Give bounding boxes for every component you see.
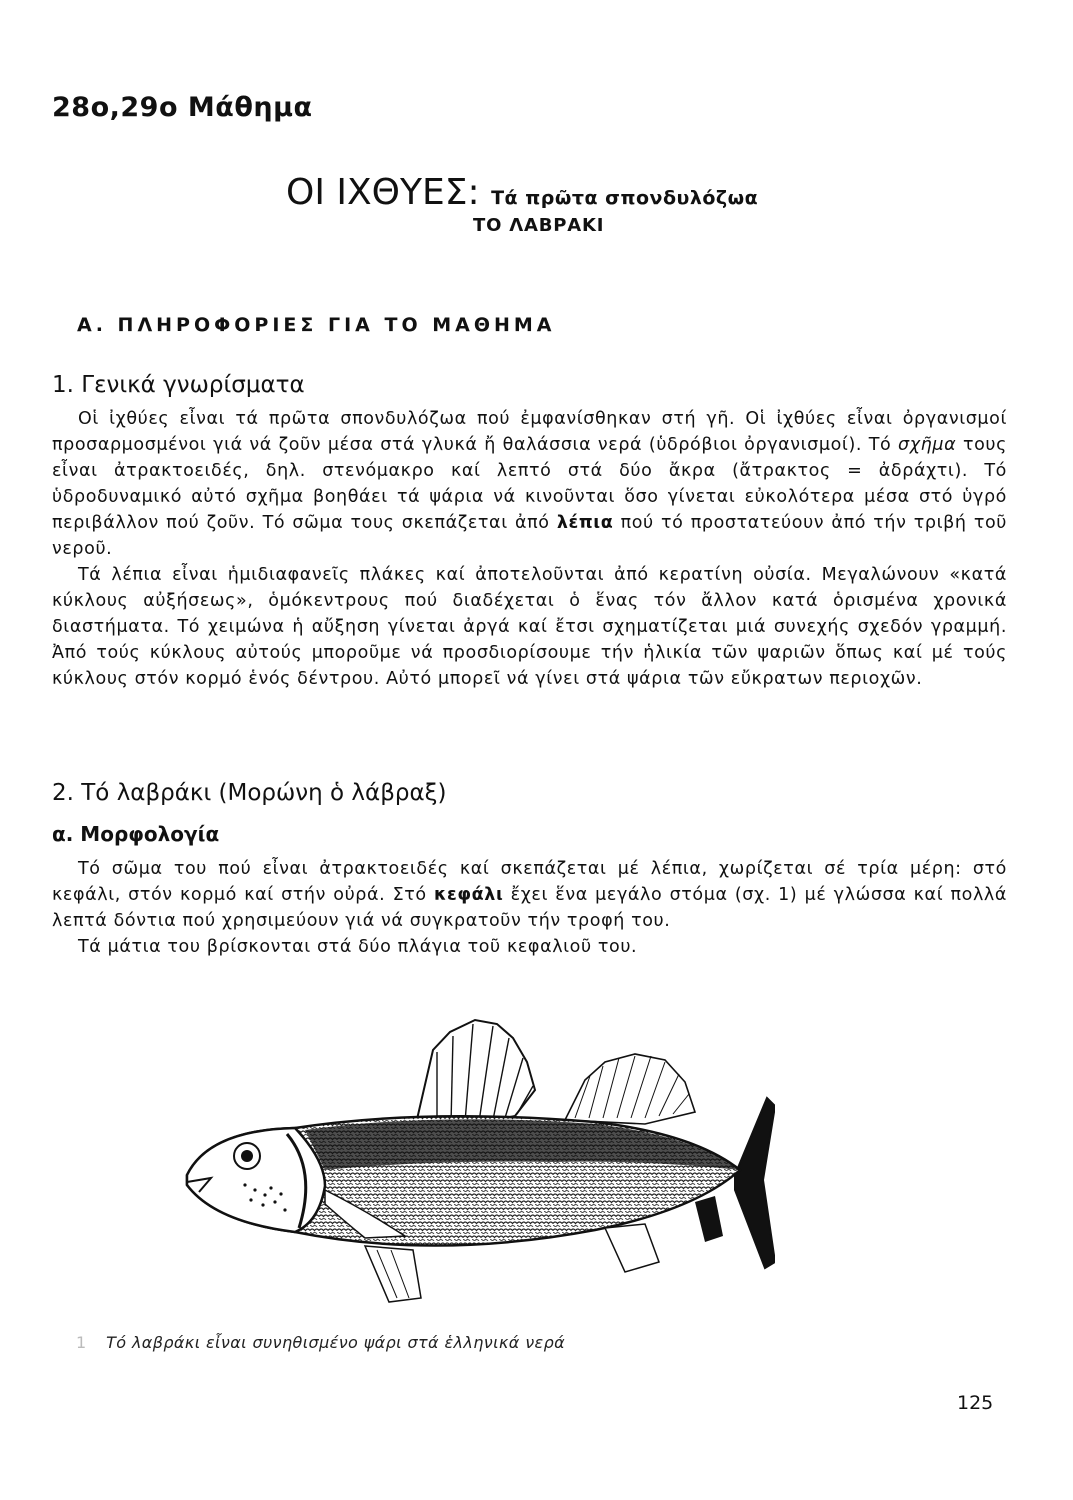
bold-scales: λέπια <box>556 513 614 533</box>
emphasis-shape: σχῆμα <box>898 435 957 455</box>
page-subtitle: ΤΟ ΛΑΒΡΑΚΙ <box>473 215 605 236</box>
general-paragraph-2: Τά λέπια εἶναι ἡμιδιαφανεῖς πλάκες καί ἀποτελοῦνται ἀπό κερατίνη οὐσία. Μεγαλώνουν «κατά κύκλους αὐξήσεως», ὁμόκεντρους πού διαδέχεται ὁ ἕνας τόν ἄλλον κατά ὁρισμένα χρονικά διαστήματα. Τό χειμώνα ἡ αὔξηση γίνεται ἀργά καί ἔτσι σχηματίζεται μιά συνεχής σχεδόν γραμμή. Ἀπό τούς κύκλους αὐτούς μποροῦμε νά προσδιορίσουμε τήν ἡλικία τῶν ψαριῶν ὅπως καί μέ τούς κύκλους στόν κορμό ἑνός δέντρου. Αὐτό μπορεῖ νά γίνει στά ψάρια τῶν εὔκρατων περιοχῶν. <box>52 565 1007 689</box>
title-main: ΟΙ ΙΧΘΥΕΣ: <box>286 172 480 213</box>
bold-head: κεφάλι <box>433 885 504 905</box>
page-title <box>286 172 758 213</box>
figure-caption <box>76 1333 565 1352</box>
morphology-heading: α. Μορφολογία <box>52 822 220 846</box>
morphology-paragraph-2: Τά μάτια του βρίσκονται στά δύο πλάγια τοῦ κεφαλιοῦ του. <box>78 937 638 957</box>
section-heading: Α. ΠΛΗΡΟΦΟΡΙΕΣ ΓΙΑ ΤΟ ΜΑΘΗΜΑ <box>77 314 556 336</box>
title-sub: Τά πρῶτα σπονδυλόζωα <box>491 187 759 209</box>
general-text <box>52 406 1007 692</box>
text-run: Τό σῶμα του πού εἶναι ἀτρακτοειδές καί σκεπάζεται μέ λέπια, χωρίζεται σέ τρία μέρη: στό κεφάλι, στόν κορμό καί στήν οὐρά. Στό <box>52 859 1007 905</box>
morphology-text <box>52 856 1007 960</box>
bass-heading: 2. Τό λαβράκι (Μορώνη ὁ λάβραξ) <box>52 780 447 806</box>
lesson-label: 28ο,29ο Μάθημα <box>52 92 313 123</box>
general-heading: 1. Γενικά γνωρίσματα <box>52 372 305 398</box>
morphology-paragraph-1 <box>52 856 1007 934</box>
sea-bass-illustration <box>175 1010 775 1320</box>
text-run: ἔχει ἕνα μεγάλο στόμα (σχ. 1) μέ γλώσσα καί πολλά λεπτά δόντια πού χρησιμεύουν γιά νά συγκρατοῦν τήν τροφή του. <box>52 885 1007 931</box>
text-run: πού τό προστατεύουν ἀπό τήν τριβή τοῦ νεροῦ. <box>52 513 1007 559</box>
figure-number: 1 <box>76 1333 87 1352</box>
text-run: Οἱ ἰχθύες εἶναι τά πρῶτα σπονδυλόζωα πού ἐμφανίσθηκαν στή γῆ. Οἱ ἰχθύες εἶναι ὀργανισμοί προσαρμοσμένοι γιά νά ζοῦν μέσα στά γλυκά ἤ θαλάσσια νερά (ὑδρόβιοι ὀργανισμοί). Τό <box>52 409 1007 455</box>
page-number: 125 <box>957 1392 994 1414</box>
general-paragraph-1 <box>52 406 1007 562</box>
caption-text: Τό λαβράκι εἶναι συνηθισμένο ψάρι στά ἑλληνικά νερά <box>106 1333 566 1352</box>
text-run: τους εἶναι ἀτρακτοειδές, δηλ. στενόμακρο καί λεπτό στά δύο ἄκρα (ἄτρακτος = ἀδράχτι). Τό ὑδροδυναμικό αὐτό σχῆμα βοηθάει τά ψάρια νά κινοῦνται ὅσο γίνεται εὐκολότερα μέσα στό ὑγρό περιβάλλον πού ζοῦν. Τό σῶμα τους σκεπάζεται ἀπό <box>52 435 1007 533</box>
